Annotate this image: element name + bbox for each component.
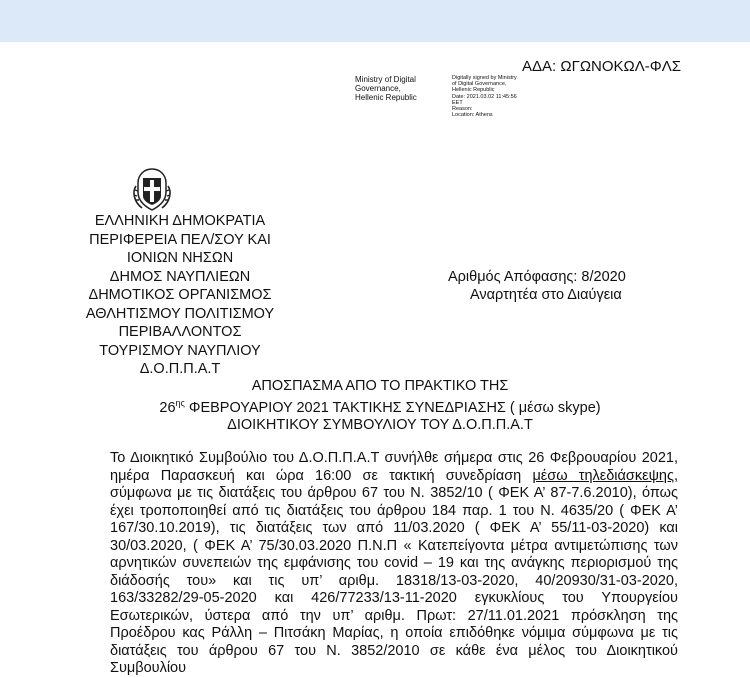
- issuer-line: ΕΛΛΗΝΙΚΗ ΔΗΜΟΚΡΑΤΙΑ: [94, 213, 266, 229]
- heading-day-suffix: ης: [175, 398, 185, 408]
- signer-line: Governance,: [355, 84, 401, 93]
- issuer-line: ΙΟΝΙΩΝ ΝΗΣΩΝ: [126, 250, 234, 266]
- signature-detail-line: Reason:: [452, 106, 473, 113]
- issuer-line: ΠΕΡΙΦΕΡΕΙΑ ΠΕΛ/ΣΟΥ ΚΑΙ: [89, 231, 271, 248]
- heading-line-2: [120, 395, 640, 417]
- decision-info: [448, 268, 626, 304]
- digital-signature-signer: [355, 75, 439, 102]
- body-underlined-text: μέσω τηλεδιάσκεψης,: [532, 467, 678, 484]
- issuer-block: [60, 212, 300, 379]
- diavgeia-note: Αναρτητέα στο Διαύγεια: [470, 287, 622, 303]
- body-text-part1: Το Διοικητικό Συμβούλιο του Δ.Ο.Π.Π.Α.Τ συνήλθε σήμερα στις 26 Φεβρουαρίου 2021, ημέρα Παρασκευή και ώρα 16:00 σε τακτική συνεδρίαση: [110, 450, 678, 484]
- viewer-top-bar: [0, 0, 750, 42]
- heading-line-3: ΔΙΟΙΚΗΤΙΚΟΥ ΣΥΜΒΟΥΛΙΟΥ ΤΟΥ Δ.Ο.Π.Π.Α.Τ: [227, 416, 533, 433]
- signature-detail-line: of Digital Governance,: [452, 81, 507, 88]
- digital-signature-details: [452, 75, 542, 118]
- body-paragraph: [110, 450, 678, 678]
- greek-coat-of-arms-icon: [130, 166, 174, 214]
- issuer-line: ΑΘΛΗΤΙΣΜΟΥ ΠΟΛΙΤΙΣΜΟΥ: [85, 305, 275, 322]
- ada-code: ΑΔΑ: ΩΓΩΝΟΚΩΛ-ΦΛΣ: [522, 58, 682, 75]
- signer-line: Ministry of Digital: [355, 75, 416, 84]
- issuer-line: ΤΟΥΡΙΣΜΟΥ ΝΑΥΠΛΙΟΥ: [99, 342, 261, 359]
- document-heading: [120, 378, 640, 434]
- issuer-line: ΔΗΜΟΤΙΚΟΣ ΟΡΓΑΝΙΣΜΟΣ: [88, 287, 272, 303]
- signature-detail-line: Hellenic Republic: [452, 87, 495, 94]
- issuer-line: Δ.Ο.Π.Π.Α.Τ: [139, 361, 221, 377]
- signature-detail-line: EET: [452, 99, 463, 106]
- heading-day: 26: [159, 399, 176, 416]
- signer-line: Hellenic Republic: [355, 93, 417, 102]
- issuer-line: ΔΗΜΟΣ ΝΑΥΠΛΙΕΩΝ: [109, 268, 251, 285]
- decision-number: Αριθμός Απόφασης: 8/2020: [448, 269, 626, 285]
- signature-detail-line: Location: Athens: [452, 112, 493, 119]
- signature-detail-line: Digitally signed by Ministry: [452, 75, 517, 81]
- signature-detail-line: Date: 2021.03.02 11:45:56: [452, 93, 517, 100]
- heading-date-rest: ΦΕΒΡΟΥΑΡΙΟΥ 2021 ΤΑΚΤΙΚΗΣ ΣΥΝΕΔΡΙΑΣΗΣ ( μέσω skype): [184, 399, 601, 416]
- heading-line-1: ΑΠΟΣΠΑΣΜΑ ΑΠΟ ΤΟ ΠΡΑΚΤΙΚΟ ΤΗΣ: [251, 378, 509, 394]
- issuer-line: ΠΕΡΙΒΑΛΛΟΝΤΟΣ: [118, 324, 242, 340]
- body-text-part2: σύμφωνα με τις διατάξεις του άρθρου 67 του Ν. 3852/10 ( ΦΕΚ Α’ 87-7.6.2010), όπως έχει τροποποιηθεί από τις διατάξεις του άρθρου 184 παρ. 1 του Ν. 4635/20 ( ΦΕΚ Α’ 167/30.10.2019), τις διατάξεις των από 11/03.2020 ( ΦΕΚ Α’ 55/11-03-2020) και 30/03.2020, ( ΦΕΚ Α’ 75/30.03.2020 Π.Ν.Π « Κατεπείγοντα μέτρα αντιμετώπισης των αρνητικών συνεπειών της εμφάνισης του covid – 19 και της ανάγκης περιορισμού της διάδοσής του» και τις υπ’ αριθμ. 18318/13-03-2020, 40/20930/31-03-2020, 163/33282/29-05-2020 και 426/77233/13-11-2020 εγκυκλίους του Υπουργείου Εσωτερικών, ύστερα από την υπ’ αριθμ. Πρωτ: 27/11.01.2021 πρόσκληση της Προέδρου κας Ράλλη – Πιτσάκη Μαρίας, η οποία επιδόθηκε νόμιμα σύμφωνα με τις διατάξεις του άρθρου 67 του Ν. 3852/2010 σε κάθε ένα μέλος του Διοικητικού Συμβουλίου: [110, 485, 678, 676]
